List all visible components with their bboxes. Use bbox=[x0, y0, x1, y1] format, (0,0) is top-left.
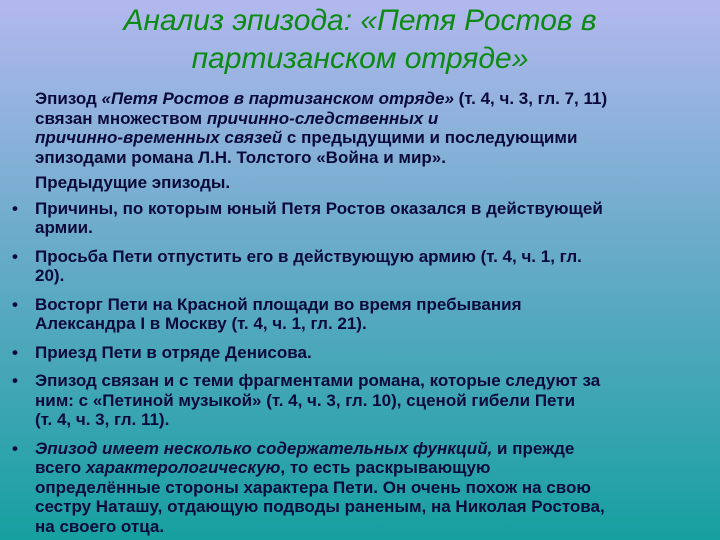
intro-reference: (т. 4, ч. 3, гл. 7, 11) bbox=[453, 89, 608, 108]
intro-text: Эпизод bbox=[35, 89, 102, 108]
bullet-marker: • bbox=[12, 198, 18, 218]
bullet-emphasis: характерологическую bbox=[85, 458, 281, 477]
episode-title-emphasis: «Петя Ростов в партизанском отряде» bbox=[101, 89, 454, 108]
bullet-text: армии. bbox=[35, 218, 93, 237]
bullet-marker: • bbox=[12, 246, 18, 266]
bullet-marker: • bbox=[12, 438, 18, 458]
bullet-text: , то есть раскрывающую bbox=[280, 458, 491, 477]
previous-episodes-heading bbox=[10, 173, 710, 193]
slide-title-line-1: Анализ эпизода: «Петя Ростов в bbox=[123, 4, 597, 37]
bullet-6-line-1 bbox=[35, 439, 710, 459]
bullet-marker: • bbox=[12, 342, 18, 362]
slide-title bbox=[0, 2, 720, 78]
bullet-text: Просьба Пети отпустить его в действующую армию (т. 4, ч. 1, гл. bbox=[35, 246, 582, 266]
slide-body bbox=[10, 89, 710, 536]
slide-title-line-2: партизанском отряде» bbox=[191, 42, 529, 75]
previous-episodes-text: Предыдущие эпизоды. bbox=[35, 173, 231, 192]
bullet-item-1 bbox=[10, 199, 710, 238]
bullet-text: всего bbox=[35, 458, 86, 477]
bullet-emphasis: Эпизод имеет несколько содержательных функций, bbox=[35, 438, 493, 458]
bullet-text: 20). bbox=[35, 266, 65, 285]
bullet-marker: • bbox=[12, 371, 18, 390]
bullet-6-line-2 bbox=[35, 458, 710, 478]
bullet-text: сестру Наташу, отдающую подводы раненым, на Николая Ростова, bbox=[35, 497, 605, 516]
bullet-text: Приезд Пети в отряде Денисова. bbox=[35, 342, 312, 362]
intro-text: с предыдущими и последующими bbox=[282, 128, 578, 147]
bullet-item-2 bbox=[10, 247, 710, 286]
intro-line-3 bbox=[35, 128, 710, 148]
bullet-text: (т. 4, ч. 3, гл. 11). bbox=[35, 410, 170, 429]
bullet-text: Эпизод связан и с теми фрагментами романа, которые следуют за bbox=[35, 371, 601, 390]
intro-line-2 bbox=[35, 109, 710, 129]
bullet-text: Причины, по которым юный Петя Ростов оказался в действующей bbox=[35, 198, 603, 218]
bullet-item-5 bbox=[10, 371, 710, 430]
intro-line-4: эпизодами романа Л.Н. Толстого «Война и мир». bbox=[35, 147, 446, 167]
intro-text: связан множеством bbox=[35, 108, 207, 128]
bullet-item-6 bbox=[10, 439, 710, 537]
bullet-text: на своего отца. bbox=[35, 516, 165, 536]
bullet-marker: • bbox=[12, 294, 18, 314]
intro-paragraph bbox=[10, 89, 710, 167]
bullet-item-3 bbox=[10, 295, 710, 334]
bullet-text: определённые стороны характера Пети. Он очень похож на свою bbox=[35, 477, 591, 497]
bullet-item-4 bbox=[10, 343, 710, 363]
intro-emphasis: причинно-временных связей bbox=[35, 128, 283, 147]
bullet-text: Восторг Пети на Красной площади во время пребывания bbox=[35, 294, 522, 314]
intro-line-1 bbox=[35, 89, 710, 109]
bullet-text: Александра I в Москву (т. 4, ч. 1, гл. 21). bbox=[35, 314, 367, 333]
bullet-text: ним: с «Петиной музыкой» (т. 4, ч. 3, гл. 10), сценой гибели Пети bbox=[35, 390, 576, 410]
bullet-text: и прежде bbox=[492, 438, 575, 458]
intro-emphasis: причинно-следственных и bbox=[206, 108, 439, 128]
